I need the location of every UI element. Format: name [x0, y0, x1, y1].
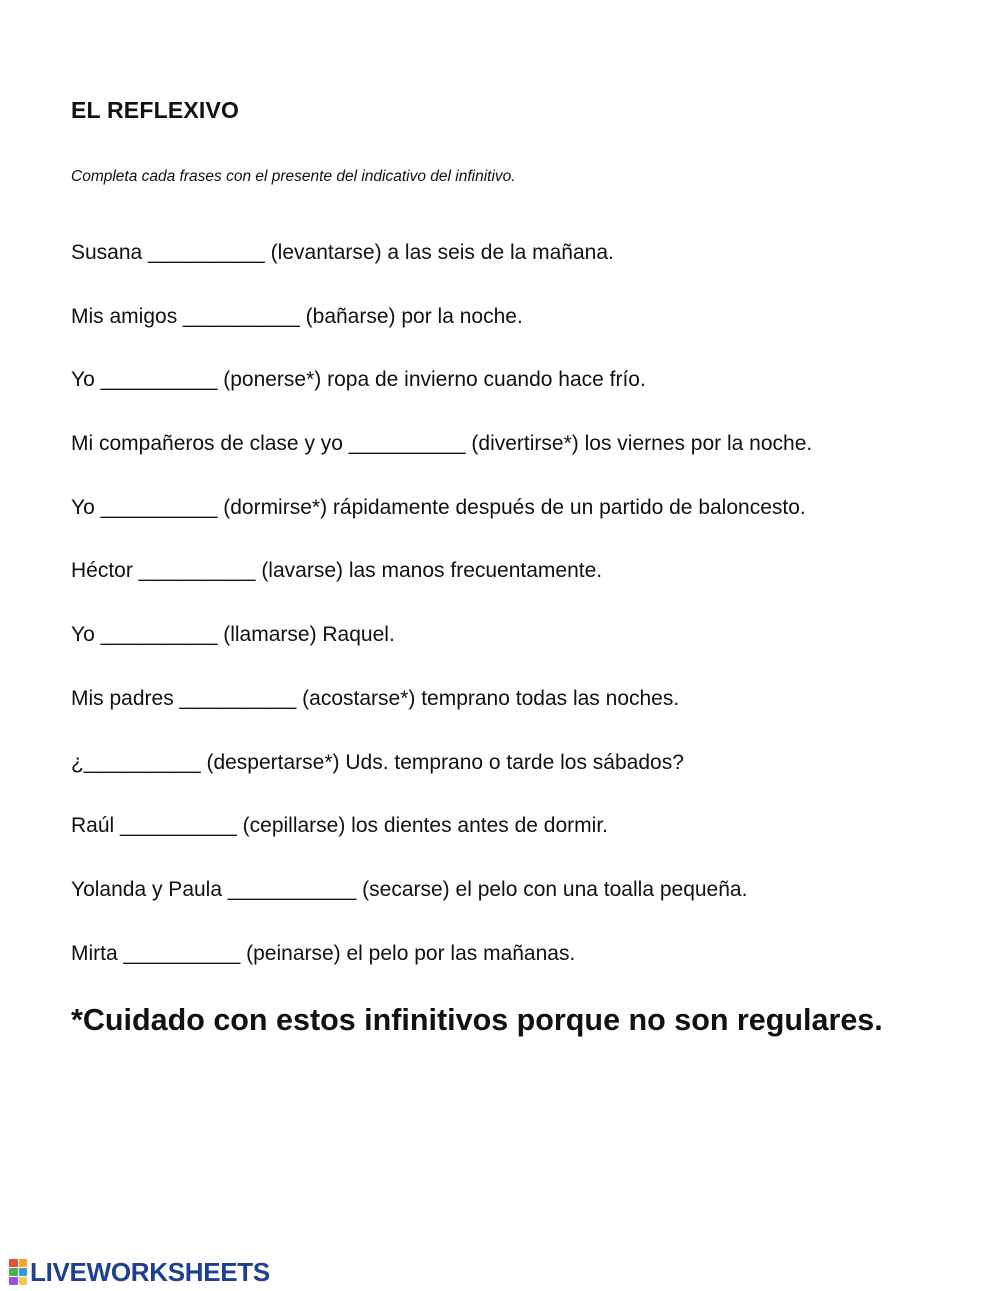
exercise-list — [71, 238, 971, 1002]
exercise-sentence-10: Raúl __________ (cepillarse) los dientes antes de dormir. — [71, 814, 608, 838]
exercise-sentence-1: Susana __________ (levantarse) a las seis de la mañana. — [71, 241, 614, 264]
exercise-sentence-6: Héctor __________ (lavarse) las manos frecuentamente. — [71, 559, 603, 583]
exercise-sentence-11: Yolanda y Paula ___________ (secarse) el pelo con una toalla pequeña. — [71, 877, 748, 901]
logo-text: LIVEWORKSHEETS — [30, 1257, 270, 1287]
exercise-sentence-3: Yo __________ (ponerse*) ropa de invierno cuando hace frío. — [71, 368, 646, 392]
logo-mark-cell — [9, 1277, 18, 1285]
exercise-sentence-8: Mis padres __________ (acostarse*) temprano todas las noches. — [71, 686, 680, 710]
irregular-verbs-note: *Cuidado con estos infinitivos porque no son regulares. — [71, 1003, 883, 1037]
logo-mark-cell — [19, 1277, 28, 1285]
instructions: Completa cada frases con el presente del indicativo del infinitivo. — [71, 168, 516, 185]
exercise-sentence-4: Mi compañeros de clase y yo __________ (divertirse*) los viernes por la noche. — [71, 432, 813, 456]
page-title: EL REFLEXIVO — [71, 97, 240, 123]
exercise-sentence-9: ¿__________ (despertarse*) Uds. temprano o tarde los sábados? — [71, 750, 684, 774]
exercise-sentence-2: Mis amigos __________ (bañarse) por la noche. — [71, 304, 523, 328]
liveworksheets-logo-icon — [9, 1259, 27, 1285]
exercise-sentence-7: Yo __________ (llamarse) Raquel. — [71, 623, 395, 647]
liveworksheets-logo[interactable] — [9, 1258, 270, 1286]
logo-mark-cell — [19, 1268, 28, 1276]
logo-mark-cell — [9, 1259, 18, 1267]
exercise-sentence-5: Yo __________ (dormirse*) rápidamente después de un partido de baloncesto. — [71, 495, 806, 519]
logo-mark-cell — [19, 1259, 28, 1267]
exercise-sentence-12: Mirta __________ (peinarse) el pelo por las mañanas. — [71, 941, 576, 965]
logo-mark-cell — [9, 1268, 18, 1276]
